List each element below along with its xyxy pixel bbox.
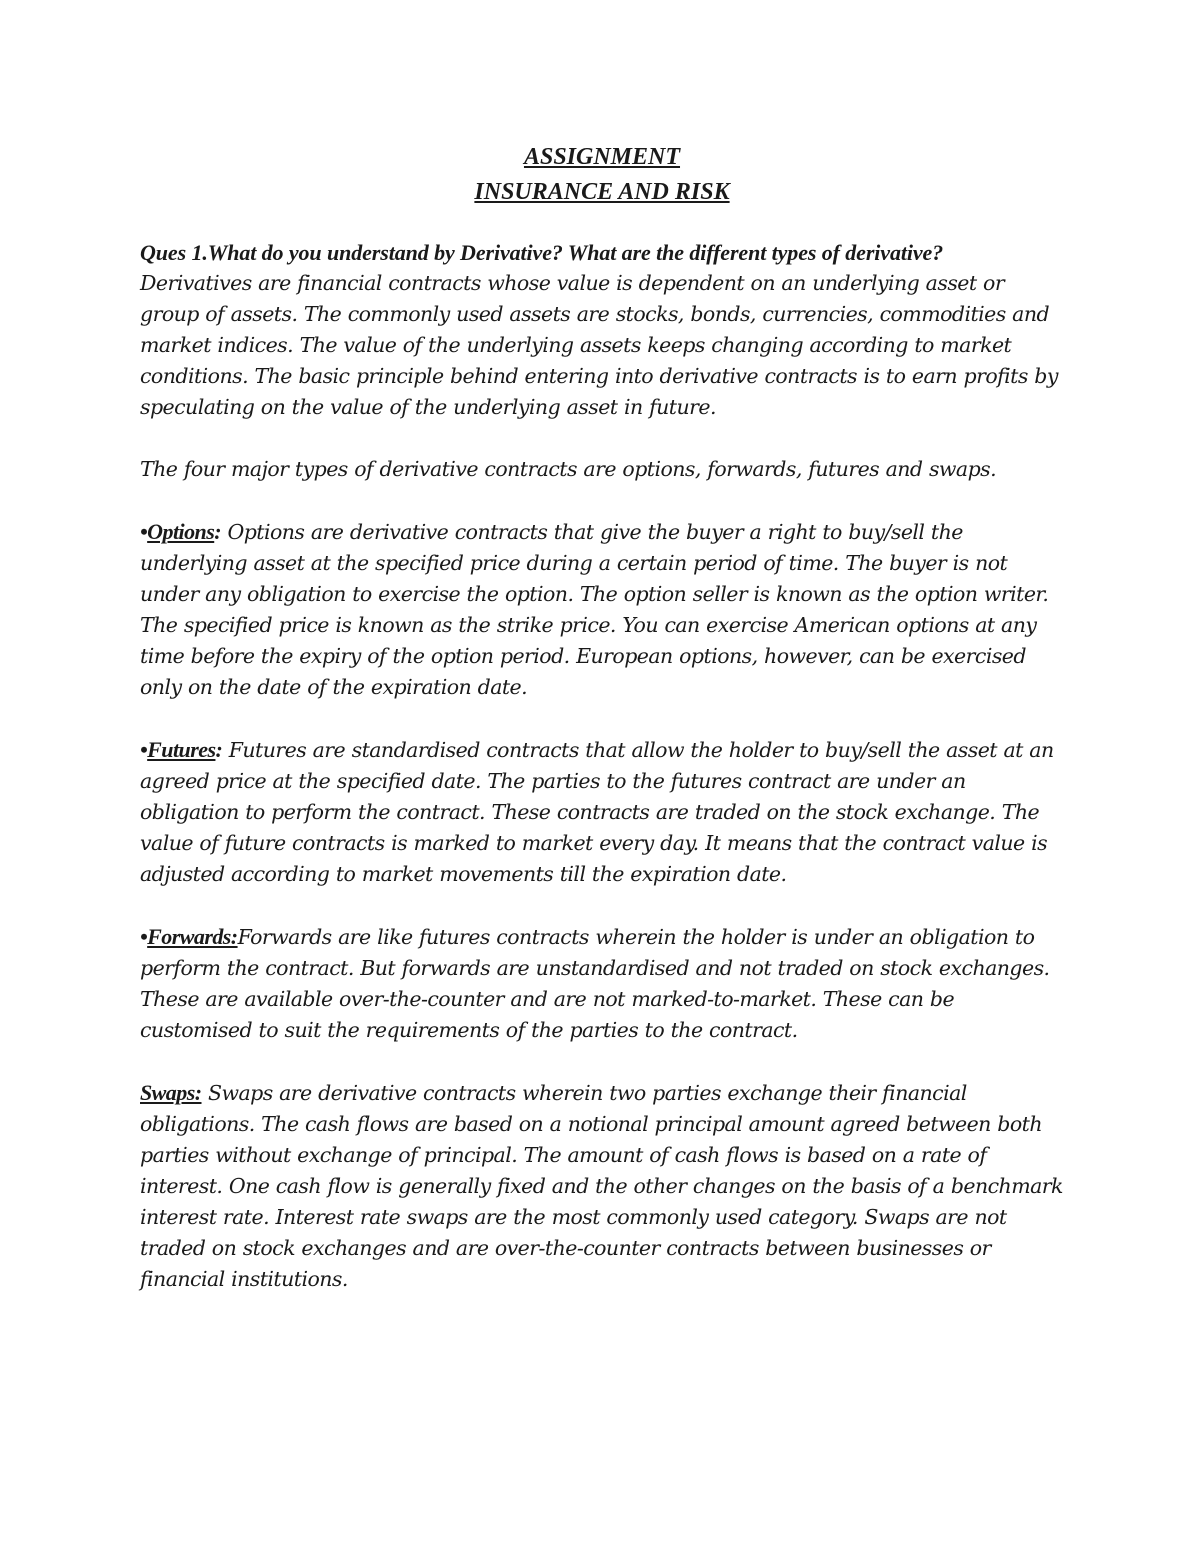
types-summary-paragraph: The four major types of derivative contracts are options, forwards, futures and swaps. — [140, 457, 997, 481]
document-title: ASSIGNMENT — [523, 144, 681, 170]
bullet-marker: • — [140, 924, 148, 949]
bullet-marker: • — [140, 737, 148, 762]
term-futures: Futures — [147, 737, 216, 762]
options-text: Options are derivative contracts that give the buyer a right to buy/sell the underlying asset at the specified price during a certain period of time. The buyer is not under any obligation to exercise the option. The option seller is known as the option writer. The specified price is known as the strike price. You can exercise American options at any time before the expiry of the option period. European options, however, can be exercised only on the date of the expiration date. — [140, 520, 1049, 699]
term-colon: : — [215, 737, 223, 762]
forwards-text: Forwards are like futures contracts wherein the holder is under an obligation to perform the contract. But forwards are unstandardised and not traded on stock exchanges. These are available over-the-counter and are not marked-to-market. These can be customised to suit the requirements of the parties to the contract. — [140, 925, 1050, 1042]
options-paragraph — [140, 516, 1064, 703]
intro-paragraph: Derivatives are financial contracts whose value is dependent on an underlying asset or group of assets. The commonly used assets are stocks, bonds, currencies, commodities and market indices. The value of the underlying assets keeps changing according to market conditions. The basic principle behind entering into derivative contracts is to earn profits by speculating on the value of the underlying asset in future. — [140, 271, 1058, 419]
swaps-text: Swaps are derivative contracts wherein two parties exchange their financial obligations. The cash flows are based on a notional principal amount agreed between both parties without exchange of principal. The amount of cash flows is based on a rate of interest. One cash flow is generally fixed and the other changes on the basis of a benchmark interest rate. Interest rate swaps are the most commonly used category. Swaps are not traded on stock exchanges and are over-the-counter contracts between businesses or financial institutions. — [140, 1081, 1063, 1291]
document-subtitle: INSURANCE AND RISK — [474, 179, 730, 205]
document-content — [140, 140, 1064, 1295]
swaps-paragraph — [140, 1077, 1064, 1295]
term-options: Options — [147, 519, 215, 544]
bullet-marker: • — [140, 519, 148, 544]
term-colon: : — [214, 519, 221, 544]
forwards-paragraph — [140, 921, 1064, 1046]
futures-paragraph — [140, 734, 1064, 890]
futures-text: Futures are standardised contracts that allow the holder to buy/sell the asset at an agreed price at the specified date. The parties to the futures contract are under an obligation to perform the contract. These contracts are traded on the stock exchange. The value of future contracts is marked to market every day. It means that the contract value is adjusted according to market movements till the expiration date. — [140, 738, 1054, 886]
term-forwards: Forwards: — [147, 924, 238, 949]
question-heading: Ques 1.What do you understand by Derivative? What are the different types of derivative? — [140, 240, 944, 265]
term-swaps: Swaps: — [140, 1080, 202, 1105]
